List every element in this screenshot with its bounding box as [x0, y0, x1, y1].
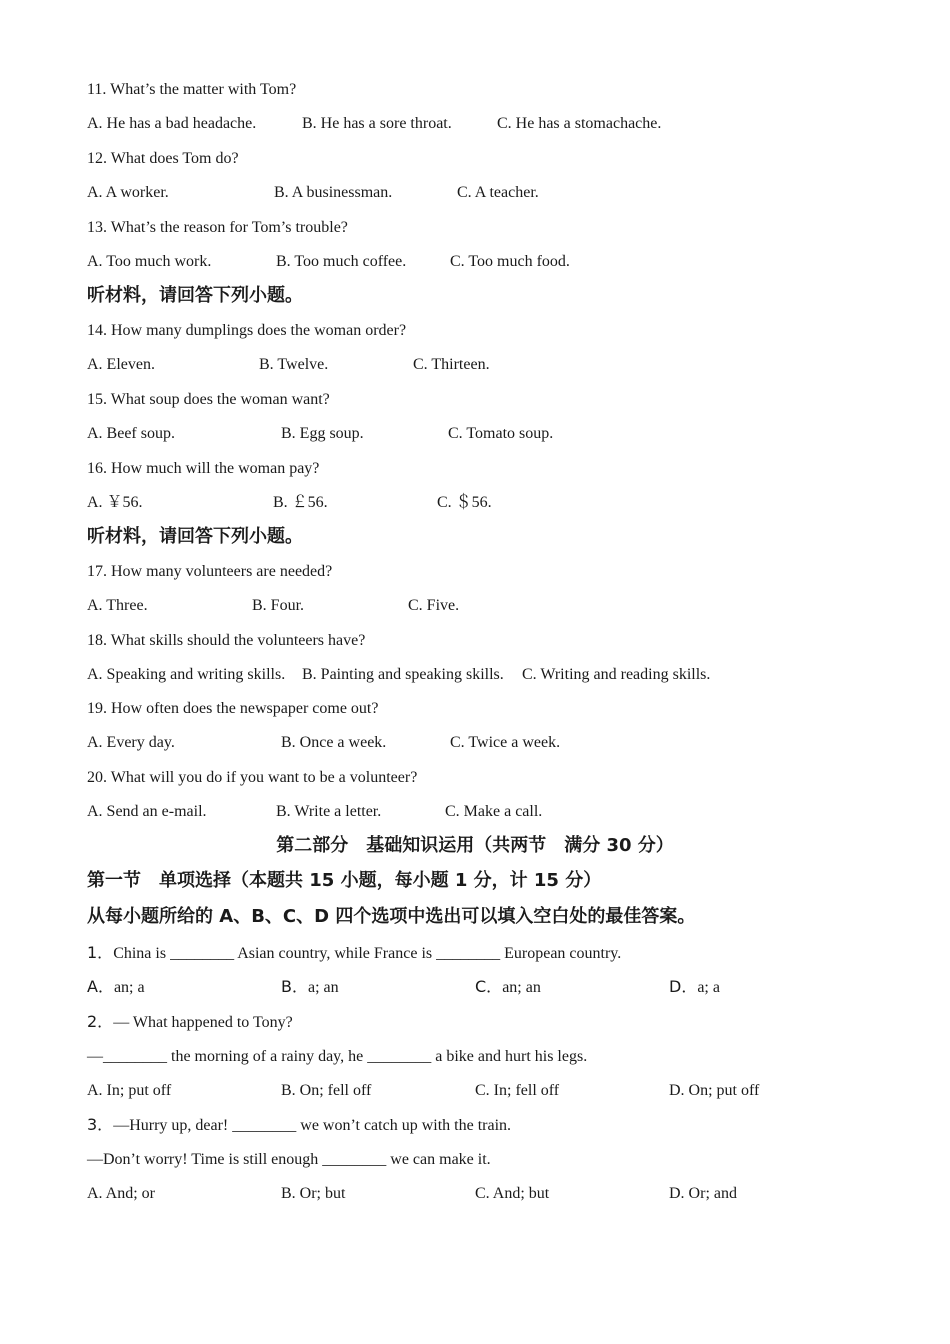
q17-option-c: C. Five. — [408, 597, 460, 614]
section-heading: 听材料，请回答下列小题。 — [87, 285, 303, 306]
q12-option-a: A. A worker. — [87, 184, 169, 201]
part2-title: 第二部分 基础知识运用（共两节 满分 30 分） — [276, 835, 674, 856]
q17-option-b: B. Four. — [252, 597, 305, 614]
q12-option-b: B. A businessman. — [274, 184, 393, 201]
q11-option-a: A. He has a bad headache. — [87, 115, 257, 132]
option-text: an; a — [113, 979, 145, 996]
q20-option-b: B. Write a letter. — [276, 803, 382, 820]
mc2-option-b: B. On; fell off — [281, 1082, 372, 1099]
option-letter: A． — [87, 977, 114, 996]
mc1-option-c — [475, 977, 541, 998]
mc2-option-c: C. In; fell off — [475, 1082, 560, 1099]
question-13: 13. What’s the reason for Tom’s trouble? — [87, 219, 348, 236]
mc3-option-b: B. Or; but — [281, 1185, 346, 1202]
q15-option-b: B. Egg soup. — [281, 425, 364, 442]
q11-option-b: B. He has a sore throat. — [302, 115, 452, 132]
mc3-option-d: D. Or; and — [669, 1185, 737, 1202]
mc2-option-a: A. In; put off — [87, 1082, 172, 1099]
q18-option-c: C. Writing and reading skills. — [522, 666, 711, 683]
q18-option-a: A. Speaking and writing skills. — [87, 666, 286, 683]
question-18: 18. What skills should the volunteers have? — [87, 632, 366, 649]
q16-option-a: A. ￥56. — [87, 494, 143, 511]
q19-option-b: B. Once a week. — [281, 734, 387, 751]
question-text: — What happened to Tony? — [113, 1014, 293, 1031]
mc-question-3-line-2: —Don’t worry! Time is still enough ________ we can make it. — [87, 1151, 491, 1168]
q20-option-c: C. Make a call. — [445, 803, 543, 820]
q20-option-a: A. Send an e-mail. — [87, 803, 207, 820]
q15-option-a: A. Beef soup. — [87, 425, 175, 442]
question-number: 3． — [87, 1115, 114, 1134]
question-20: 20. What will you do if you want to be a volunteer? — [87, 769, 418, 786]
q13-option-b: B. Too much coffee. — [276, 253, 407, 270]
q19-option-a: A. Every day. — [87, 734, 175, 751]
mc1-option-a — [87, 977, 145, 998]
option-text: an; an — [502, 979, 541, 996]
q16-option-c: C. ＄56. — [437, 494, 492, 511]
mc2-option-d: D. On; put off — [669, 1082, 760, 1099]
mc3-option-a: A. And; or — [87, 1185, 155, 1202]
q17-option-a: A. Three. — [87, 597, 148, 614]
q16-option-b: B. ￡56. — [273, 494, 328, 511]
mc-question-3 — [87, 1115, 511, 1136]
mc-question-2 — [87, 1012, 293, 1033]
mc-question-1 — [87, 943, 621, 964]
question-number: 2． — [87, 1012, 114, 1031]
mc-question-2-line-2: —________ the morning of a rainy day, he ________ a bike and hurt his legs. — [87, 1048, 588, 1065]
question-12: 12. What does Tom do? — [87, 150, 239, 167]
section1-instruction: 从每小题所给的 A、B、C、D 四个选项中选出可以填入空白处的最佳答案。 — [87, 906, 696, 927]
q13-option-a: A. Too much work. — [87, 253, 212, 270]
question-16: 16. How much will the woman pay? — [87, 460, 320, 477]
question-text: China is ________ Asian country, while France is ________ European country. — [113, 945, 622, 962]
option-letter: D． — [669, 977, 698, 996]
q14-option-a: A. Eleven. — [87, 356, 155, 373]
question-number: 1． — [87, 943, 114, 962]
question-14: 14. How many dumplings does the woman order? — [87, 322, 407, 339]
option-text: a; an — [307, 979, 339, 996]
question-17: 17. How many volunteers are needed? — [87, 563, 333, 580]
q15-option-c: C. Tomato soup. — [448, 425, 554, 442]
question-19: 19. How often does the newspaper come out? — [87, 700, 379, 717]
mc1-option-b — [281, 977, 339, 998]
option-letter: B． — [281, 977, 308, 996]
mc1-option-d — [669, 977, 720, 998]
q12-option-c: C. A teacher. — [457, 184, 539, 201]
option-text: a; a — [697, 979, 720, 996]
mc3-option-c: C. And; but — [475, 1185, 550, 1202]
q11-option-c: C. He has a stomachache. — [497, 115, 662, 132]
q13-option-c: C. Too much food. — [450, 253, 570, 270]
section-heading-2: 听材料，请回答下列小题。 — [87, 526, 303, 547]
question-15: 15. What soup does the woman want? — [87, 391, 330, 408]
q18-option-b: B. Painting and speaking skills. — [302, 666, 504, 683]
q14-option-c: C. Thirteen. — [413, 356, 490, 373]
q19-option-c: C. Twice a week. — [450, 734, 561, 751]
option-letter: C． — [475, 977, 503, 996]
q14-option-b: B. Twelve. — [259, 356, 329, 373]
question-text: —Hurry up, dear! ________ we won’t catch up with the train. — [113, 1117, 512, 1134]
section1-title: 第一节 单项选择（本题共 15 小题，每小题 1 分，计 15 分） — [87, 870, 602, 891]
question-11: 11. What’s the matter with Tom? — [87, 81, 297, 98]
